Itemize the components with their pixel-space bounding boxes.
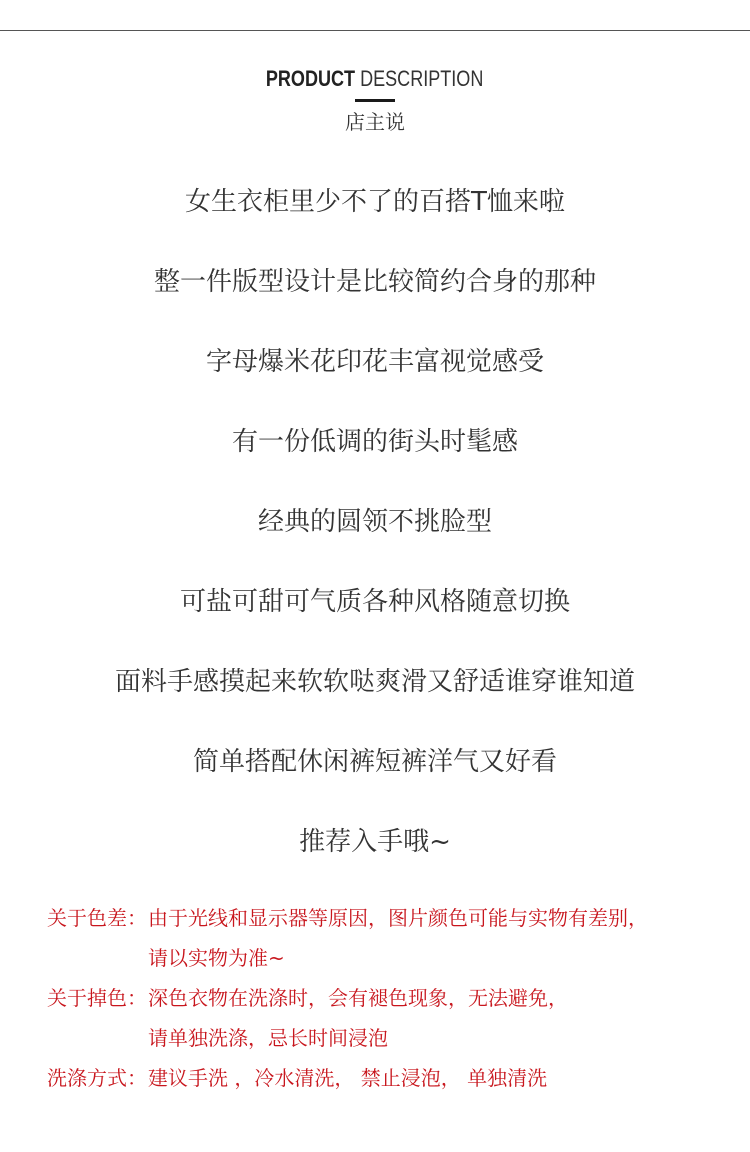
note-color-difference: [0, 898, 750, 938]
description-line: 有一份低调的街头时髦感: [231, 427, 518, 457]
title-underline: [355, 99, 395, 102]
top-divider: [0, 30, 750, 31]
note-color-difference-cont: [0, 938, 750, 978]
care-notes: [0, 898, 750, 1098]
note-label: 关于掉色：: [47, 986, 147, 1010]
description-list: [0, 180, 750, 900]
note-label: 关于色差：: [47, 906, 147, 930]
description-line: 推荐入手哦~: [299, 827, 451, 857]
section-title-light: DESCRIPTION: [355, 66, 484, 91]
description-line: 经典的圆领不挑脸型: [257, 507, 492, 537]
note-text: 建议手洗 ，冷水清洗， 禁止浸泡， 单独清洗: [148, 1066, 548, 1090]
section-subtitle: 店主说: [345, 110, 405, 134]
description-line: 女生衣柜里少不了的百搭T恤来啦: [185, 187, 565, 217]
note-fading: [0, 978, 750, 1018]
note-label: 洗涤方式：: [47, 1066, 147, 1090]
section-header: [0, 66, 750, 92]
description-line: 字母爆米花印花丰富视觉感受: [205, 347, 544, 377]
note-text: 由于光线和显示器等原因，图片颜色可能与实物有差别，: [148, 906, 648, 930]
note-fading-cont: [0, 1018, 750, 1058]
description-line: 简单搭配休闲裤短裤洋气又好看: [192, 747, 557, 777]
note-text: 请以实物为准~: [148, 946, 285, 970]
section-title-strong: PRODUCT: [266, 66, 356, 91]
note-text: 请单独洗涤，忌长时间浸泡: [148, 1026, 388, 1050]
note-washing: [0, 1058, 750, 1098]
description-line: 可盐可甜可气质各种风格随意切换: [179, 587, 570, 617]
description-line: 整一件版型设计是比较简约合身的那种: [153, 267, 596, 297]
note-text: 深色衣物在洗涤时，会有褪色现象，无法避免，: [148, 986, 568, 1010]
section-title: [266, 66, 484, 92]
description-line: 面料手感摸起来软软哒爽滑又舒适谁穿谁知道: [114, 667, 635, 697]
